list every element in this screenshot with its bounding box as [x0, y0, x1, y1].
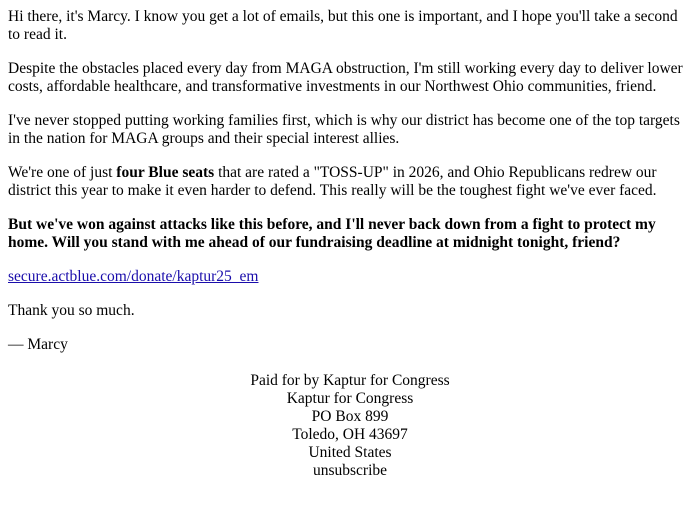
thank-you-line: Thank you so much. — [8, 302, 135, 319]
unsubscribe-link[interactable]: unsubscribe — [312, 462, 388, 479]
greeting-paragraph: Hi there, it's Marcy. I know you get a lot of emails, but this one is important, and I hope you'll take a second to read it. — [8, 8, 678, 43]
signature-line: — Marcy — [8, 336, 68, 353]
donate-link[interactable]: secure.actblue.com/donate/kaptur25_em — [8, 268, 259, 285]
country-line: United States — [308, 444, 392, 461]
obstacles-paragraph: Despite the obstacles placed every day from MAGA obstruction, I'm still working every day to deliver lower costs, affordable healthcare, and transformative investments in our Northwest Ohio communities, friend. — [8, 60, 683, 95]
toss-up-text-before: We're one of just — [8, 164, 117, 181]
working-families-paragraph: I've never stopped putting working families first, which is why our district has become one of the top targets in the nation for MAGA groups and their special interest allies. — [8, 112, 680, 147]
call-to-action-paragraph: But we've won against attacks like this before, and I'll never back down from a fight to protect my home. Will you stand with me ahead of our fundraising deadline at midnight tonight, friend? — [8, 216, 656, 251]
paid-for-line: Paid for by Kaptur for Congress — [250, 372, 450, 389]
org-name-line: Kaptur for Congress — [286, 390, 414, 407]
po-box-line: PO Box 899 — [311, 408, 389, 425]
city-line: Toledo, OH 43697 — [292, 426, 408, 443]
toss-up-text-after: that are rated a "TOSS-UP" in 2026, and Ohio Republicans redrew our district this year to make it even harder to defend. This really will be the toughest fight we've ever faced. — [8, 164, 657, 199]
email-footer — [8, 372, 692, 480]
toss-up-paragraph — [8, 164, 692, 200]
four-blue-seats-emphasis: four Blue seats — [116, 164, 215, 181]
donate-link-paragraph — [8, 268, 692, 286]
